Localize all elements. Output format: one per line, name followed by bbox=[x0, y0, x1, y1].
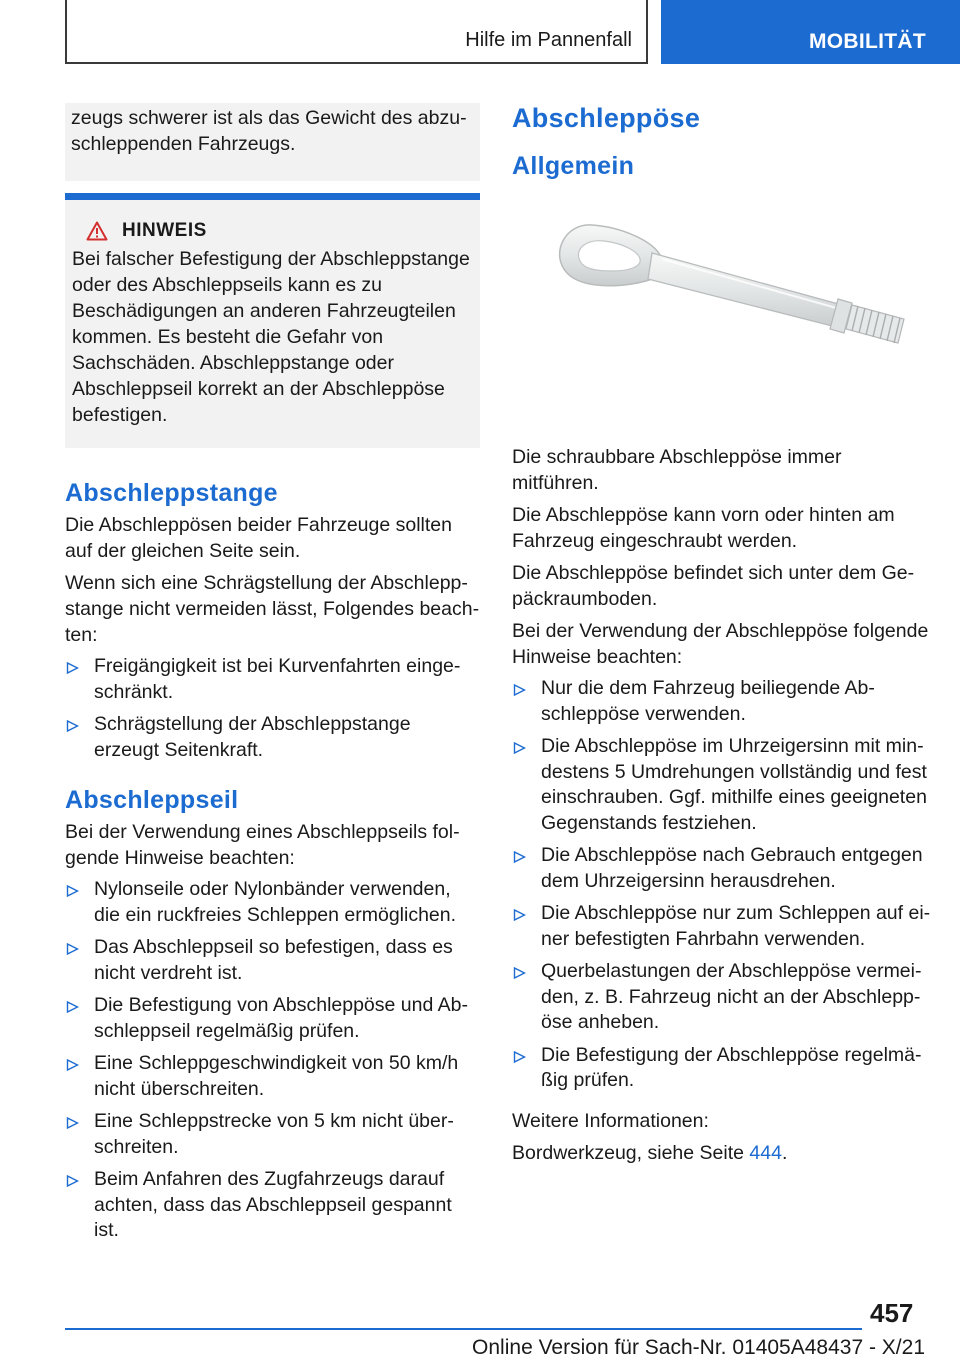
list-item bbox=[65, 1051, 480, 1102]
triangle-right-icon bbox=[65, 1109, 94, 1160]
header-section-box bbox=[65, 0, 648, 64]
header-chapter-box bbox=[661, 0, 960, 64]
heading-abschleppoese: Abschleppöse bbox=[512, 103, 701, 133]
list-item-text: Die Abschleppöse im Uhrzeigersinn mit mindestens 5 Umdrehungen vollständig und fest einschrauben. Ggf. mithilfe eines geeigneten Gegenstands festziehen. bbox=[541, 735, 927, 834]
reference-text: Bordwerkzeug, siehe Seite bbox=[512, 1141, 750, 1164]
footer-version: Online Version für Sach-Nr. 01405A48437 - X/21 bbox=[472, 1336, 925, 1359]
paragraph: Die Abschleppöse kann vorn oder hinten am Fahrzeug eingeschraubt werden. bbox=[512, 504, 895, 552]
list-item-text: Die Abschleppöse nur zum Schleppen auf einer befestigten Fahrbahn verwenden. bbox=[541, 902, 931, 950]
subheading-allgemein: Allgemein bbox=[512, 152, 635, 180]
bullet-list bbox=[512, 676, 932, 1094]
triangle-right-icon bbox=[512, 843, 541, 894]
triangle-right-icon bbox=[65, 935, 94, 986]
triangle-right-icon bbox=[512, 676, 541, 727]
continued-notice-box bbox=[65, 103, 480, 181]
list-item bbox=[65, 993, 480, 1044]
triangle-right-icon bbox=[65, 654, 94, 705]
tow-eye-illustration bbox=[512, 195, 932, 430]
warning-triangle-icon bbox=[86, 221, 108, 241]
triangle-right-icon bbox=[512, 901, 541, 952]
paragraph: Die Abschleppöse befindet sich unter dem Gepäckraumboden. bbox=[512, 562, 915, 610]
page-reference-link[interactable]: 444 bbox=[749, 1141, 782, 1164]
list-item bbox=[512, 734, 932, 836]
triangle-right-icon bbox=[65, 712, 94, 763]
list-item bbox=[65, 712, 480, 763]
section-abschleppseil bbox=[65, 785, 480, 1244]
page-number: 457 bbox=[870, 1298, 914, 1328]
list-item bbox=[512, 843, 932, 894]
reference-end: . bbox=[781, 1141, 788, 1164]
paragraph: Bei der Verwendung der Abschleppöse folgende Hinweise beachten: bbox=[512, 620, 929, 668]
list-item bbox=[65, 1109, 480, 1160]
list-item bbox=[65, 654, 480, 705]
left-column bbox=[65, 103, 480, 1266]
paragraph: Wenn sich eine Schrägstellung der Abschleppstange nicht vermeiden lässt, Folgendes beachten: bbox=[65, 572, 480, 646]
triangle-right-icon bbox=[65, 1051, 94, 1102]
list-item-text: Die Befestigung von Abschleppöse und Abschleppseil regelmäßig prüfen. bbox=[94, 994, 469, 1042]
heading-abschleppstange: Abschleppstange bbox=[65, 479, 278, 507]
section-title: Hilfe im Pannenfall bbox=[465, 29, 632, 51]
list-item-text: Eine Schleppstrecke von 5 km nicht überschreiten. bbox=[94, 1110, 454, 1158]
notice-text: Bei falscher Befestigung der Abschleppstange oder des Abschleppseils kann es zu Beschädigungen an anderen Fahrzeugteilen kommen. Es besteht die Gefahr von Sachschäden. Abschleppstange oder Abschleppseil korrekt an der Abschleppöse befestigen. bbox=[72, 248, 470, 426]
paragraph: Bei der Verwendung eines Abschleppseils folgende Hinweise beachten: bbox=[65, 821, 460, 869]
paragraph: Die schraubbare Abschleppöse immer mitführen. bbox=[512, 446, 842, 494]
heading-abschleppseil: Abschleppseil bbox=[65, 786, 239, 814]
list-item bbox=[65, 1167, 480, 1244]
chapter-title: MOBILITÄT bbox=[808, 30, 926, 53]
list-item-text: Nur die dem Fahrzeug beiliegende Abschleppöse verwenden. bbox=[541, 677, 875, 725]
list-item-text: Nylonseile oder Nylonbänder verwenden, die ein ruckfreies Schleppen ermöglichen. bbox=[94, 878, 457, 926]
right-column bbox=[512, 103, 932, 1172]
paragraph: Die Abschleppösen beider Fahrzeuge sollten auf der gleichen Seite sein. bbox=[65, 514, 453, 562]
cross-reference bbox=[512, 1140, 932, 1166]
list-item-text: Das Abschleppseil so befestigen, dass es nicht verdreht ist. bbox=[94, 936, 453, 984]
list-item-text: Querbelastungen der Abschleppöse vermeiden, z. B. Fahrzeug nicht an der Abschleppöse anheben. bbox=[541, 960, 922, 1033]
triangle-right-icon bbox=[65, 1167, 94, 1244]
list-item bbox=[512, 1043, 932, 1094]
triangle-right-icon bbox=[512, 959, 541, 1036]
triangle-right-icon bbox=[512, 734, 541, 836]
triangle-right-icon bbox=[65, 993, 94, 1044]
list-item-text: Die Abschleppöse nach Gebrauch entgegen dem Uhrzeigersinn herausdrehen. bbox=[541, 844, 923, 892]
triangle-right-icon bbox=[65, 877, 94, 928]
notice-header bbox=[72, 220, 470, 242]
list-item-text: Beim Anfahren des Zugfahrzeugs darauf achten, dass das Abschleppseil gespannt ist. bbox=[94, 1168, 452, 1241]
list-item-text: Eine Schleppgeschwindigkeit von 50 km/h nicht überschreiten. bbox=[94, 1052, 459, 1100]
triangle-right-icon bbox=[512, 1043, 541, 1094]
notice-title: HINWEIS bbox=[122, 220, 207, 241]
hinweis-notice bbox=[65, 193, 480, 448]
bullet-list bbox=[65, 654, 480, 763]
list-item-text: Freigängigkeit ist bei Kurvenfahrten eingeschränkt. bbox=[94, 655, 461, 703]
footer-rule bbox=[65, 1328, 862, 1330]
continued-text: zeugs schwerer ist als das Gewicht des abzuschleppenden Fahrzeugs. bbox=[71, 107, 467, 155]
list-item-text: Die Befestigung der Abschleppöse regelmäßig prüfen. bbox=[541, 1043, 922, 1091]
list-item bbox=[512, 959, 932, 1036]
list-item bbox=[65, 877, 480, 928]
list-item bbox=[512, 676, 932, 727]
list-item bbox=[512, 901, 932, 952]
more-info-label: Weitere Informationen: bbox=[512, 1109, 709, 1132]
list-item-text: Schrägstellung der Abschleppstange erzeugt Seitenkraft. bbox=[94, 713, 411, 761]
bullet-list bbox=[65, 877, 480, 1244]
list-item bbox=[65, 935, 480, 986]
section-abschleppstange bbox=[65, 478, 480, 763]
